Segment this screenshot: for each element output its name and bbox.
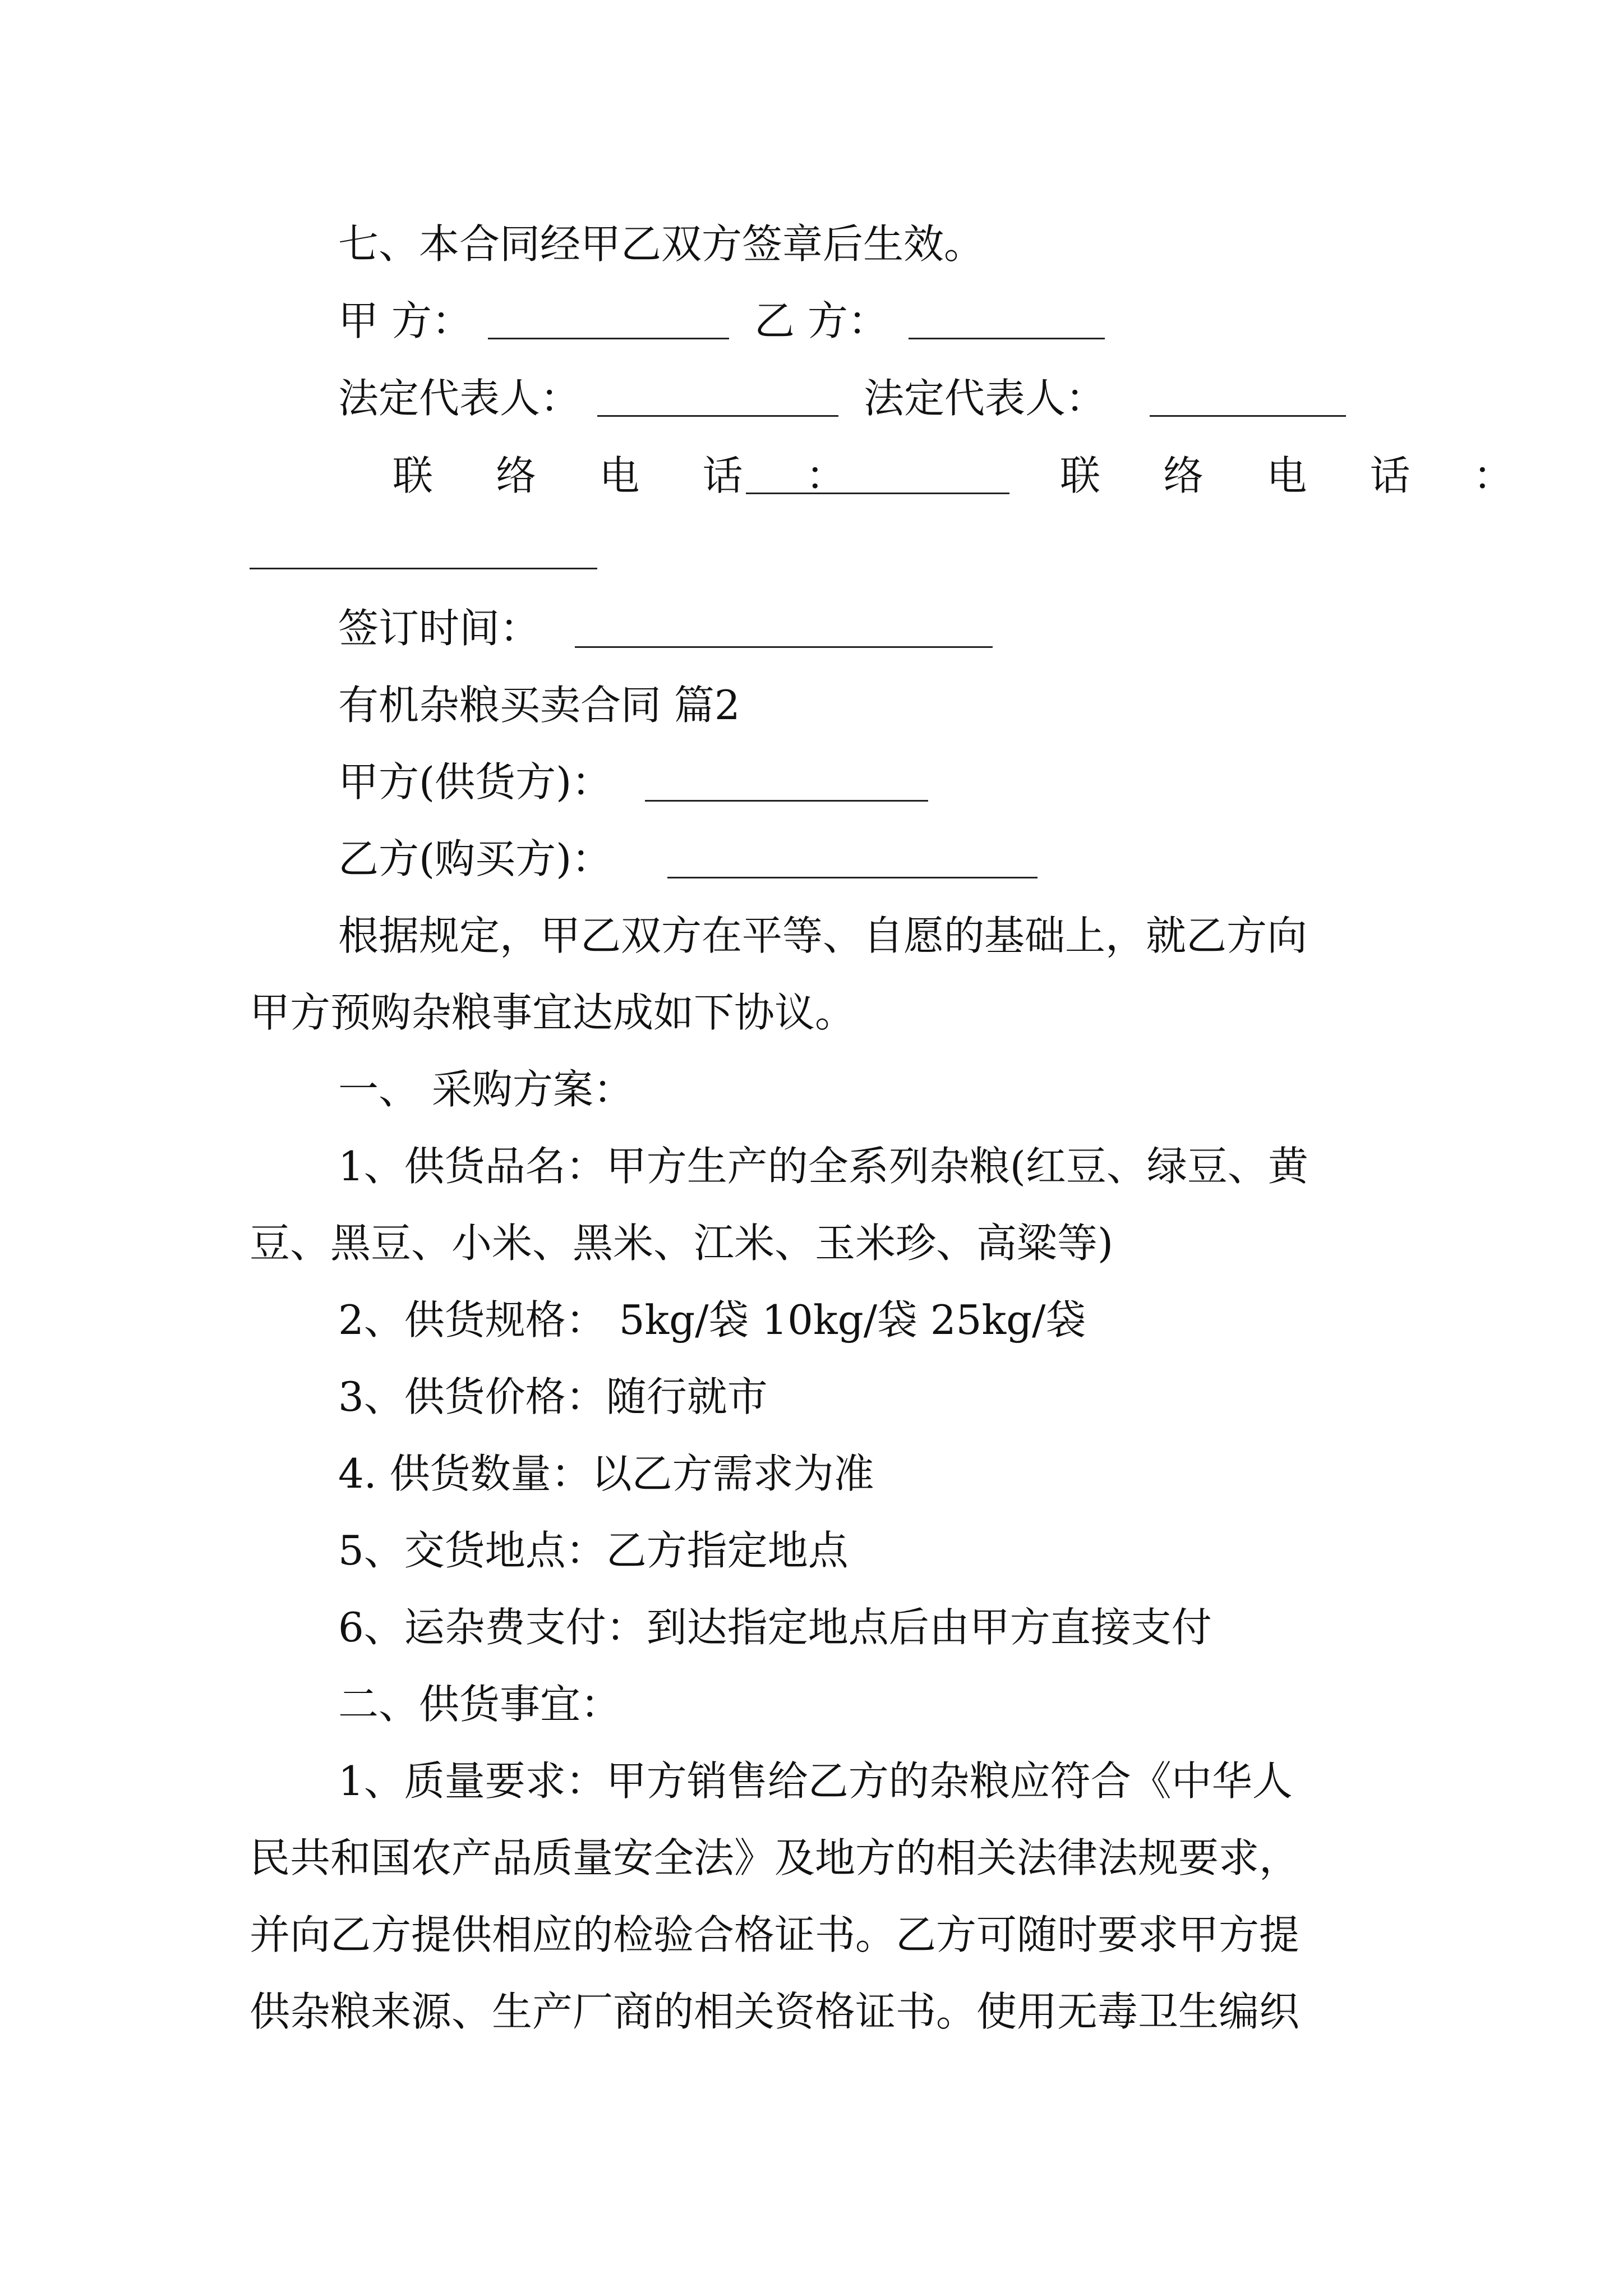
party-a-blank: [488, 338, 729, 339]
legal-rep-a-label: 法定代表人：: [338, 375, 581, 422]
sign-time-blank: [575, 646, 993, 648]
phone-b-label: 联 络 电 话 ：: [1060, 452, 1539, 499]
item-5: 5、交货地点：乙方指定地点: [338, 1527, 849, 1574]
item-3: 3、供货价格：随行就市: [338, 1373, 768, 1420]
quality-line-2: 民共和国农产品质量安全法》及地方的相关法律法规要求，: [250, 1834, 1300, 1881]
buyer-blank: [667, 877, 1038, 878]
phone-b-blank-continued: [250, 568, 597, 569]
party-b-blank: [909, 338, 1105, 339]
item-4: 4. 供货数量：以乙方需求为准: [338, 1450, 874, 1497]
party-a-label: 甲 方：: [338, 297, 472, 344]
quality-line-1: 1、质量要求：甲方销售给乙方的杂粮应符合《中华人: [338, 1757, 1293, 1805]
legal-rep-b-label: 法定代表人：: [864, 375, 1106, 422]
item-2: 2、供货规格： 5kg/袋 10kg/袋 25kg/袋: [338, 1296, 1086, 1343]
supplier-label: 甲方(供货方)：: [338, 758, 612, 806]
line-effective: 七、本合同经甲乙双方签章后生效。: [338, 220, 985, 268]
sign-time-label: 签订时间：: [338, 605, 541, 652]
item-6: 6、运杂费支付：到达指定地点后由甲方直接支付: [338, 1604, 1212, 1651]
item-1-line-1: 1、供货品名：甲方生产的全系列杂粮(红豆、绿豆、黄: [338, 1143, 1308, 1190]
heading-purchase-plan: 一、 采购方案：: [338, 1066, 634, 1113]
legal-rep-b-blank: [1150, 415, 1346, 417]
quality-line-4: 供杂粮来源、生产厂商的相关资格证书。使用无毒卫生编织: [250, 1988, 1300, 2035]
quality-line-3: 并向乙方提供相应的检验合格证书。乙方可随时要求甲方提: [250, 1911, 1300, 1958]
supplier-blank: [645, 800, 928, 802]
intro-line-1: 根据规定，甲乙双方在平等、自愿的基础上，就乙方向: [338, 912, 1308, 959]
party-b-label: 乙 方：: [754, 297, 888, 344]
heading-supply-matters: 二、供货事宜：: [338, 1681, 621, 1728]
intro-line-2: 甲方预购杂粮事宜达成如下协议。: [250, 989, 856, 1036]
section-title: 有机杂粮买卖合同 篇2: [338, 682, 740, 729]
item-1-line-2: 豆、黑豆、小米、黑米、江米、玉米珍、高粱等): [250, 1220, 1114, 1267]
buyer-label: 乙方(购买方)：: [338, 835, 612, 882]
phone-a-blank: [746, 493, 1009, 494]
legal-rep-a-blank: [597, 415, 838, 417]
phone-a-label: 联 络 电 话 ：: [393, 452, 872, 499]
